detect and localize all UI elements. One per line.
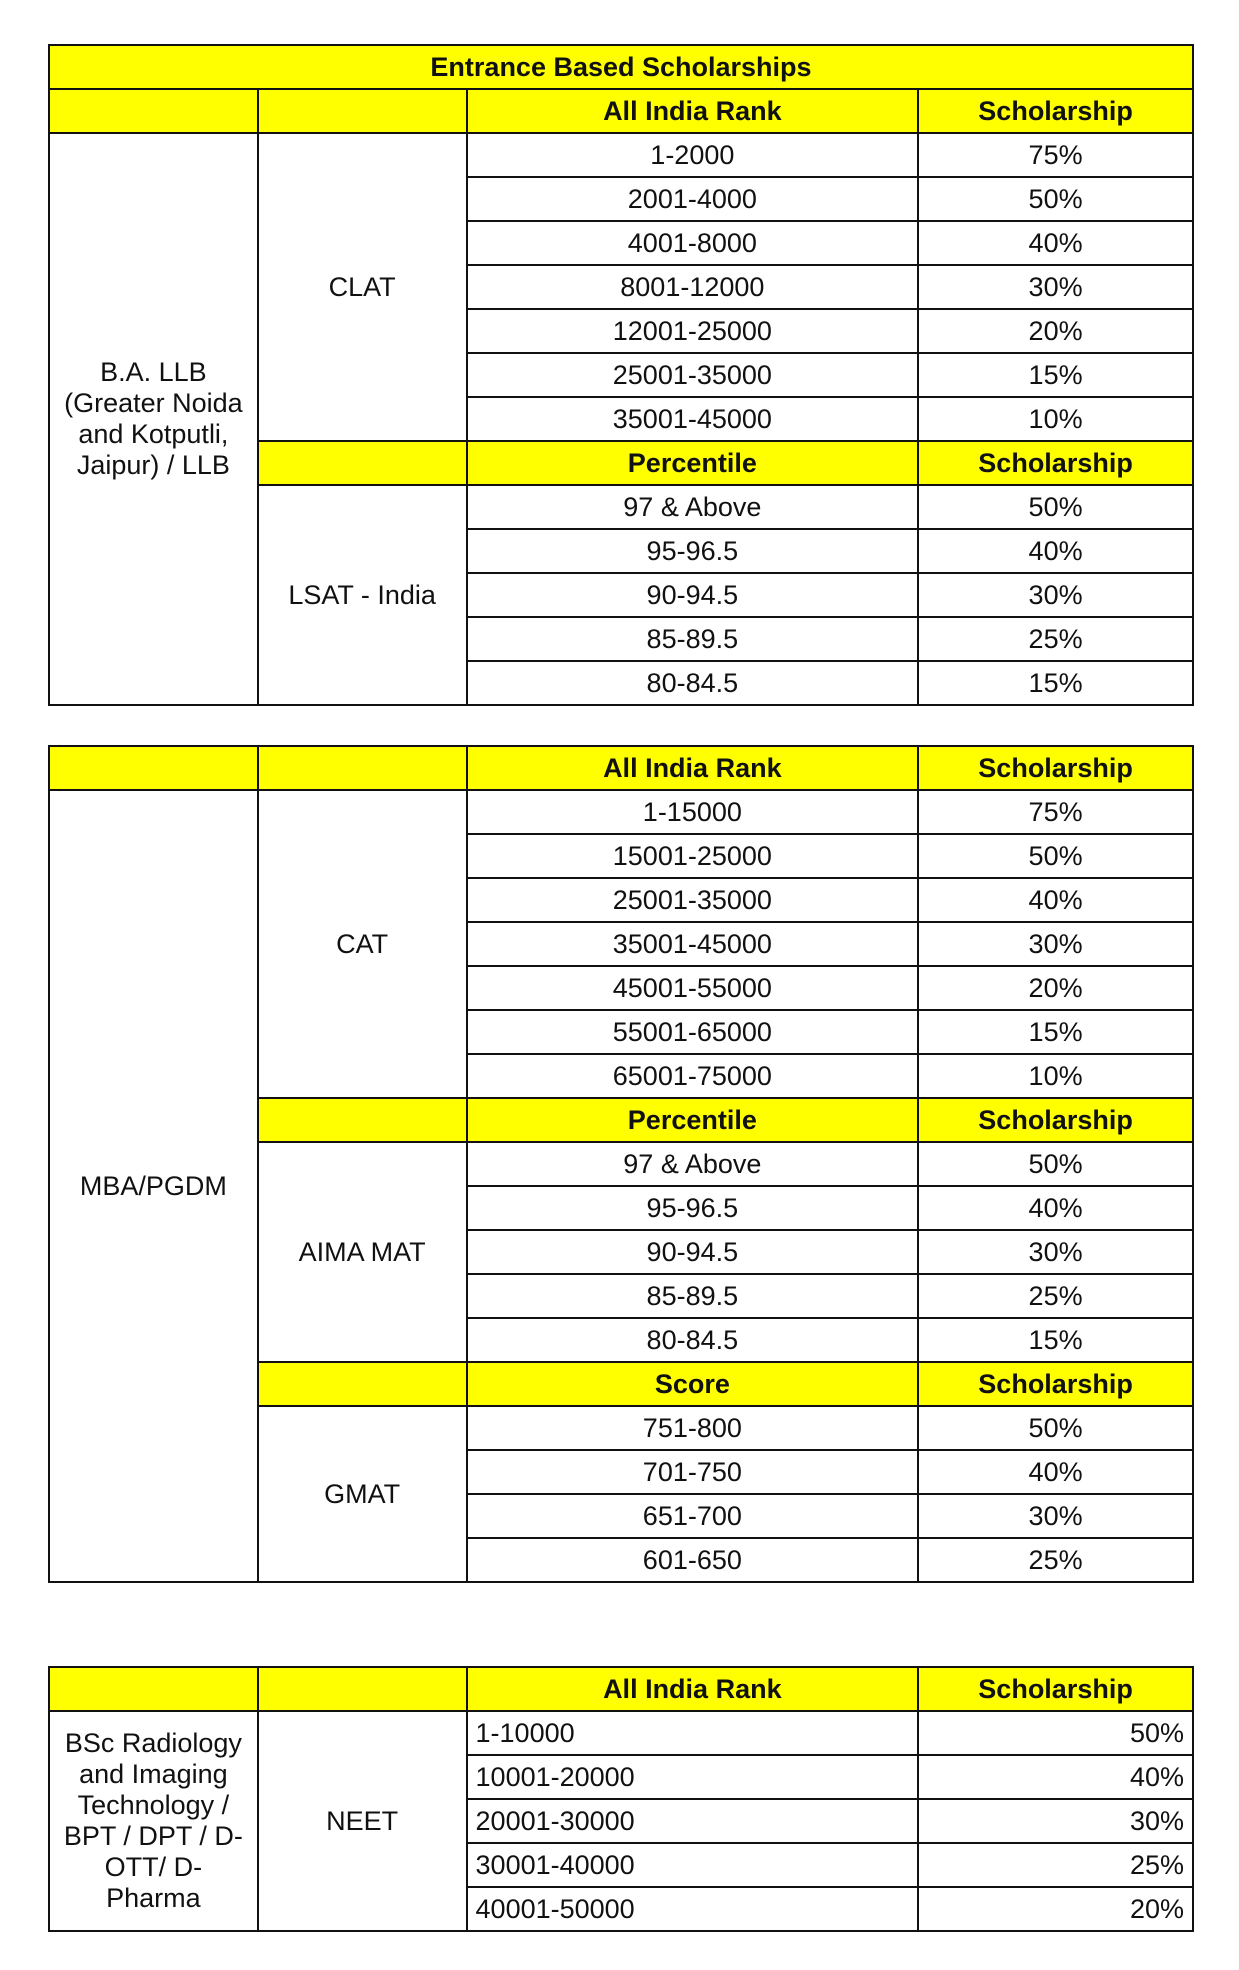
range-cell: 25001-35000 [467, 878, 919, 922]
scholarship-cell: 25% [918, 1538, 1193, 1582]
range-cell: 10001-20000 [467, 1755, 919, 1799]
header-blank [258, 441, 467, 485]
scholarship-cell: 30% [918, 573, 1193, 617]
table-title: Entrance Based Scholarships [49, 45, 1193, 89]
range-cell: 4001-8000 [467, 221, 919, 265]
exam-name: GMAT [258, 1406, 467, 1582]
scholarship-cell: 40% [918, 878, 1193, 922]
header-scholarship: Scholarship [918, 89, 1193, 133]
range-cell: 20001-30000 [467, 1799, 919, 1843]
range-cell: 25001-35000 [467, 353, 919, 397]
range-cell: 95-96.5 [467, 1186, 919, 1230]
range-cell: 701-750 [467, 1450, 919, 1494]
program-name: MBA/PGDM [49, 790, 258, 1582]
scholarship-cell: 50% [918, 485, 1193, 529]
range-cell: 601-650 [467, 1538, 919, 1582]
range-cell: 8001-12000 [467, 265, 919, 309]
header-metric: Score [467, 1362, 919, 1406]
table-row [49, 790, 1193, 834]
scholarship-cell: 15% [918, 353, 1193, 397]
header-metric: Percentile [467, 1098, 919, 1142]
scholarship-cell: 50% [918, 1711, 1193, 1755]
range-cell: 1-15000 [467, 790, 919, 834]
header-blank [49, 1667, 258, 1711]
scholarship-cell: 25% [918, 1843, 1193, 1887]
header-rank: All India Rank [467, 89, 919, 133]
scholarship-cell: 25% [918, 617, 1193, 661]
header-metric: Percentile [467, 441, 919, 485]
header-blank [258, 89, 467, 133]
range-cell: 80-84.5 [467, 661, 919, 705]
scholarship-cell: 25% [918, 1274, 1193, 1318]
header-scholarship: Scholarship [918, 441, 1193, 485]
header-blank [258, 746, 467, 790]
range-cell: 97 & Above [467, 1142, 919, 1186]
range-cell: 97 & Above [467, 485, 919, 529]
table-row [49, 133, 1193, 177]
exam-name: LSAT - India [258, 485, 467, 705]
scholarship-cell: 20% [918, 1887, 1193, 1931]
range-cell: 85-89.5 [467, 617, 919, 661]
scholarship-cell: 75% [918, 133, 1193, 177]
range-cell: 35001-45000 [467, 922, 919, 966]
scholarship-cell: 15% [918, 1010, 1193, 1054]
range-cell: 1-10000 [467, 1711, 919, 1755]
scholarship-cell: 10% [918, 1054, 1193, 1098]
scholarship-cell: 40% [918, 221, 1193, 265]
scholarship-cell: 40% [918, 1755, 1193, 1799]
range-cell: 15001-25000 [467, 834, 919, 878]
scholarship-cell: 15% [918, 1318, 1193, 1362]
header-blank [49, 746, 258, 790]
scholarship-cell: 75% [918, 790, 1193, 834]
scholarship-cell: 40% [918, 1450, 1193, 1494]
scholarship-cell: 50% [918, 1406, 1193, 1450]
header-scholarship: Scholarship [918, 746, 1193, 790]
range-cell: 12001-25000 [467, 309, 919, 353]
scholarship-cell: 30% [918, 922, 1193, 966]
exam-name: CAT [258, 790, 467, 1098]
range-cell: 80-84.5 [467, 1318, 919, 1362]
range-cell: 90-94.5 [467, 573, 919, 617]
scholarship-cell: 50% [918, 1142, 1193, 1186]
range-cell: 65001-75000 [467, 1054, 919, 1098]
range-cell: 1-2000 [467, 133, 919, 177]
scholarship-cell: 30% [918, 1230, 1193, 1274]
scholarship-cell: 20% [918, 309, 1193, 353]
range-cell: 90-94.5 [467, 1230, 919, 1274]
scholarship-cell: 50% [918, 177, 1193, 221]
exam-name: NEET [258, 1711, 467, 1931]
header-rank: All India Rank [467, 746, 919, 790]
scholarship-cell: 10% [918, 397, 1193, 441]
scholarship-cell: 40% [918, 1186, 1193, 1230]
scholarship-cell: 30% [918, 1494, 1193, 1538]
scholarship-cell: 50% [918, 834, 1193, 878]
scholarship-cell: 30% [918, 265, 1193, 309]
range-cell: 85-89.5 [467, 1274, 919, 1318]
header-scholarship: Scholarship [918, 1362, 1193, 1406]
scholarship-cell: 40% [918, 529, 1193, 573]
header-blank [49, 89, 258, 133]
range-cell: 30001-40000 [467, 1843, 919, 1887]
header-blank [258, 1667, 467, 1711]
program-name: BSc Radiology and Imaging Technology / BPT / DPT / D-OTT/ D-Pharma [49, 1711, 258, 1931]
range-cell: 35001-45000 [467, 397, 919, 441]
medical-scholarship-table [48, 1666, 1194, 1932]
exam-name: AIMA MAT [258, 1142, 467, 1362]
range-cell: 751-800 [467, 1406, 919, 1450]
table-row [49, 1711, 1193, 1755]
mba-scholarship-table [48, 745, 1194, 1583]
header-blank [258, 1098, 467, 1142]
exam-name: CLAT [258, 133, 467, 441]
scholarship-cell: 15% [918, 661, 1193, 705]
range-cell: 45001-55000 [467, 966, 919, 1010]
range-cell: 2001-4000 [467, 177, 919, 221]
law-scholarship-table [48, 44, 1194, 706]
range-cell: 95-96.5 [467, 529, 919, 573]
scholarship-cell: 20% [918, 966, 1193, 1010]
header-blank [258, 1362, 467, 1406]
range-cell: 651-700 [467, 1494, 919, 1538]
range-cell: 40001-50000 [467, 1887, 919, 1931]
header-rank: All India Rank [467, 1667, 919, 1711]
header-scholarship: Scholarship [918, 1667, 1193, 1711]
program-name: B.A. LLB (Greater Noida and Kotputli, Jaipur) / LLB [49, 133, 258, 705]
scholarship-cell: 30% [918, 1799, 1193, 1843]
range-cell: 55001-65000 [467, 1010, 919, 1054]
header-scholarship: Scholarship [918, 1098, 1193, 1142]
